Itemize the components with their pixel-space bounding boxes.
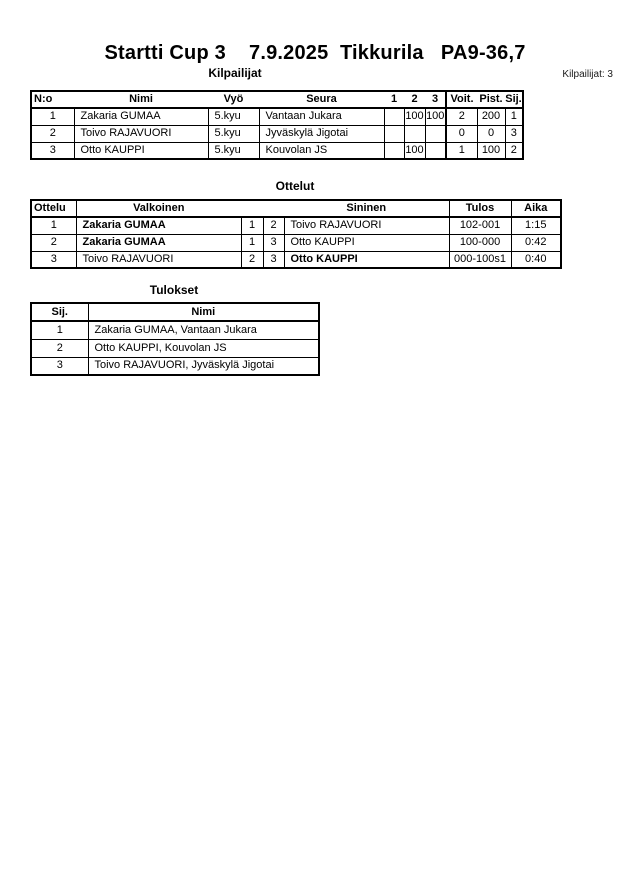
cell-m1 bbox=[384, 142, 404, 159]
cell-no: 2 bbox=[31, 125, 74, 142]
col-header-m2: 2 bbox=[404, 91, 425, 108]
cell-tulos: 102-001 bbox=[449, 217, 511, 234]
cell-tulos: 000-100s1 bbox=[449, 251, 511, 268]
col-header-seura: Seura bbox=[259, 91, 384, 108]
cell-nimi: Zakaria GUMAA, Vantaan Jukara bbox=[88, 321, 319, 339]
result-row bbox=[31, 339, 319, 357]
cell-nimi: Zakaria GUMAA bbox=[74, 108, 208, 125]
cell-pist: 200 bbox=[477, 108, 505, 125]
competitor-count-label: Kilpailijat: 3 bbox=[562, 69, 613, 80]
cell-blue-name: Otto KAUPPI bbox=[284, 251, 449, 268]
cell-m1 bbox=[384, 125, 404, 142]
matches-table bbox=[30, 199, 562, 269]
cell-white-no: 2 bbox=[241, 251, 263, 268]
match-row bbox=[31, 217, 561, 234]
result-row bbox=[31, 357, 319, 375]
cell-white-name: Zakaria GUMAA bbox=[76, 217, 241, 234]
cell-pist: 0 bbox=[477, 125, 505, 142]
section-heading-ottelut: Ottelut bbox=[275, 179, 315, 193]
cell-vyo: 5.kyu bbox=[208, 142, 259, 159]
results-table bbox=[30, 302, 320, 376]
page-title: Startti Cup 3 7.9.2025 Tikkurila PA9-36,7 bbox=[104, 42, 526, 64]
cell-blue-name: Otto KAUPPI bbox=[284, 234, 449, 251]
cell-vyo: 5.kyu bbox=[208, 125, 259, 142]
cell-white-name: Zakaria GUMAA bbox=[76, 234, 241, 251]
cell-m3 bbox=[425, 142, 446, 159]
cell-white-name: Toivo RAJAVUORI bbox=[76, 251, 241, 268]
cell-m3: 100 bbox=[425, 108, 446, 125]
cell-m2: 100 bbox=[404, 108, 425, 125]
col-header-sij: Sij. bbox=[31, 303, 88, 321]
cell-white-no: 1 bbox=[241, 217, 263, 234]
section-heading-kilpailijat: Kilpailijat bbox=[208, 66, 262, 80]
cell-blue-name: Toivo RAJAVUORI bbox=[284, 217, 449, 234]
col-header-no: N:o bbox=[31, 91, 74, 108]
col-header-ottelu: Ottelu bbox=[31, 200, 76, 217]
cell-voit: 0 bbox=[446, 125, 477, 142]
cell-sij: 3 bbox=[505, 125, 523, 142]
cell-sij: 2 bbox=[31, 339, 88, 357]
cell-aika: 1:15 bbox=[511, 217, 561, 234]
cell-seura: Jyväskylä Jigotai bbox=[259, 125, 384, 142]
col-header-valkoinen: Valkoinen bbox=[76, 200, 241, 217]
col-header-white-number bbox=[241, 200, 263, 217]
competitors-header-row bbox=[31, 91, 523, 108]
cell-m2 bbox=[404, 125, 425, 142]
cell-m2: 100 bbox=[404, 142, 425, 159]
cell-no: 3 bbox=[31, 142, 74, 159]
cell-match-no: 3 bbox=[31, 251, 76, 268]
col-header-voit: Voit. bbox=[446, 91, 477, 108]
cell-blue-no: 2 bbox=[263, 217, 284, 234]
cell-sij: 2 bbox=[505, 142, 523, 159]
col-header-tulos: Tulos bbox=[449, 200, 511, 217]
cell-m1 bbox=[384, 108, 404, 125]
cell-no: 1 bbox=[31, 108, 74, 125]
cell-nimi: Toivo RAJAVUORI, Jyväskylä Jigotai bbox=[88, 357, 319, 375]
col-header-nimi: Nimi bbox=[74, 91, 208, 108]
cell-blue-no: 3 bbox=[263, 251, 284, 268]
cell-pist: 100 bbox=[477, 142, 505, 159]
cell-match-no: 2 bbox=[31, 234, 76, 251]
match-row bbox=[31, 234, 561, 251]
cell-blue-no: 3 bbox=[263, 234, 284, 251]
competitors-table bbox=[30, 90, 524, 160]
col-header-aika: Aika bbox=[511, 200, 561, 217]
result-row bbox=[31, 321, 319, 339]
cell-sij: 3 bbox=[31, 357, 88, 375]
cell-nimi: Otto KAUPPI, Kouvolan JS bbox=[88, 339, 319, 357]
col-header-blue-number bbox=[263, 200, 284, 217]
cell-aika: 0:40 bbox=[511, 251, 561, 268]
cell-sij: 1 bbox=[505, 108, 523, 125]
col-header-vyo: Vyö bbox=[208, 91, 259, 108]
col-header-m1: 1 bbox=[384, 91, 404, 108]
cell-nimi: Otto KAUPPI bbox=[74, 142, 208, 159]
col-header-sininen: Sininen bbox=[284, 200, 449, 217]
cell-aika: 0:42 bbox=[511, 234, 561, 251]
cell-voit: 2 bbox=[446, 108, 477, 125]
cell-nimi: Toivo RAJAVUORI bbox=[74, 125, 208, 142]
cell-white-no: 1 bbox=[241, 234, 263, 251]
competitor-row bbox=[31, 142, 523, 159]
match-row bbox=[31, 251, 561, 268]
col-header-sij: Sij. bbox=[505, 91, 523, 108]
competitor-row bbox=[31, 108, 523, 125]
col-header-m3: 3 bbox=[425, 91, 446, 108]
cell-match-no: 1 bbox=[31, 217, 76, 234]
col-header-pist: Pist. bbox=[477, 91, 505, 108]
cell-vyo: 5.kyu bbox=[208, 108, 259, 125]
cell-seura: Kouvolan JS bbox=[259, 142, 384, 159]
cell-m3 bbox=[425, 125, 446, 142]
matches-header-row bbox=[31, 200, 561, 217]
section-heading-tulokset: Tulokset bbox=[149, 283, 199, 297]
col-header-nimi: Nimi bbox=[88, 303, 319, 321]
cell-seura: Vantaan Jukara bbox=[259, 108, 384, 125]
cell-sij: 1 bbox=[31, 321, 88, 339]
results-header-row bbox=[31, 303, 319, 321]
cell-tulos: 100-000 bbox=[449, 234, 511, 251]
competitor-row bbox=[31, 125, 523, 142]
cell-voit: 1 bbox=[446, 142, 477, 159]
